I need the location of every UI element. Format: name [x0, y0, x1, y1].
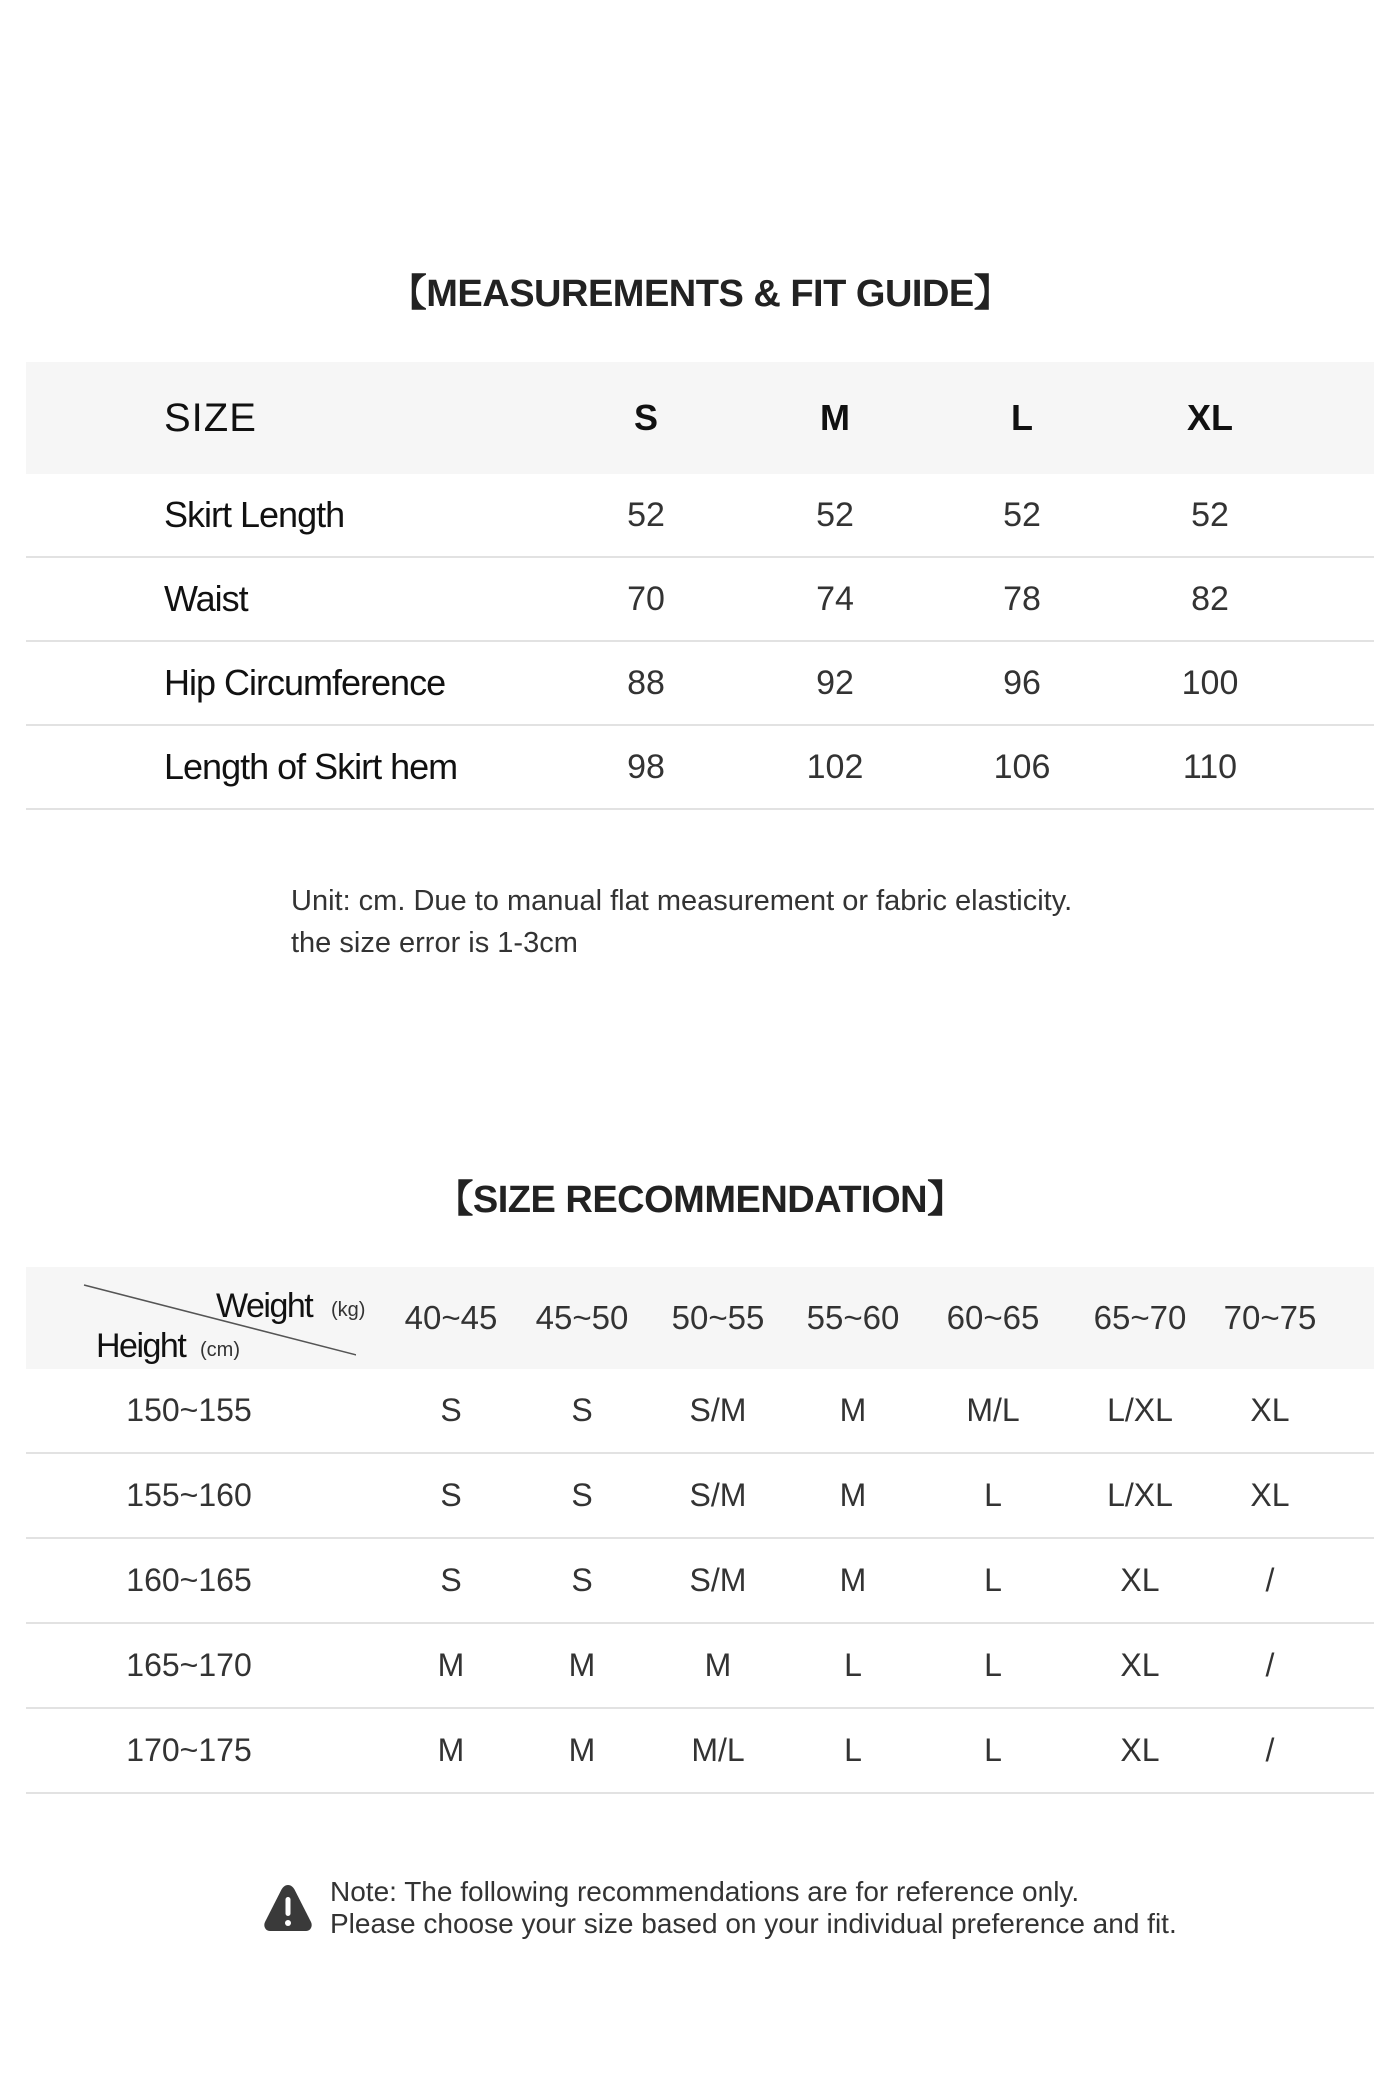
- weight-col: 50~55: [671, 1299, 765, 1336]
- size-cell: XL: [1120, 1562, 1160, 1598]
- cell-value: 88: [627, 663, 665, 702]
- size-cell: L/XL: [1107, 1392, 1173, 1428]
- height-unit: (cm): [200, 1339, 240, 1361]
- weight-col: 60~65: [946, 1299, 1040, 1336]
- weight-col: 65~70: [1093, 1299, 1187, 1336]
- cell-value: 92: [816, 663, 854, 702]
- warning-icon: [262, 1882, 314, 1934]
- measurement-note-line2: the size error is 1-3cm: [291, 927, 578, 959]
- recommendation-header-row: [26, 1267, 1374, 1369]
- weight-col: 55~60: [806, 1299, 900, 1336]
- size-cell: XL: [1120, 1647, 1160, 1683]
- size-cell: L: [984, 1562, 1002, 1598]
- row-label: Waist: [164, 578, 248, 619]
- table-row: [26, 558, 1374, 642]
- table-row: [26, 726, 1374, 810]
- size-col-s: S: [633, 397, 658, 438]
- size-cell: M: [839, 1562, 867, 1598]
- weight-unit: (kg): [331, 1299, 366, 1321]
- cell-value: 98: [627, 747, 665, 786]
- recommendation-title: 【SIZE RECOMMENDATION】: [435, 1179, 965, 1221]
- size-col-l: L: [1011, 397, 1033, 438]
- measurements-title: 【MEASUREMENTS & FIT GUIDE】: [388, 273, 1012, 315]
- table-row: [26, 1539, 1374, 1624]
- size-cell: XL: [1250, 1477, 1290, 1513]
- measurements-header-row: [26, 362, 1374, 474]
- cell-value: 52: [816, 495, 854, 534]
- weight-col: 40~45: [404, 1299, 498, 1336]
- cell-value: 70: [627, 579, 665, 618]
- cell-value: 78: [1003, 579, 1041, 618]
- size-cell: S: [571, 1477, 593, 1513]
- measurement-note: [291, 880, 1072, 964]
- cell-value: 74: [816, 579, 854, 618]
- size-cell: M/L: [691, 1732, 745, 1768]
- size-cell: L: [984, 1732, 1002, 1768]
- size-cell: S/M: [689, 1562, 747, 1598]
- recommendation-note: [262, 1876, 1177, 1940]
- size-cell: S/M: [689, 1392, 747, 1428]
- row-label: Length of Skirt hem: [164, 746, 458, 787]
- size-cell: M: [437, 1732, 465, 1768]
- measurements-table: [26, 362, 1374, 810]
- table-row: [26, 642, 1374, 726]
- size-cell: S: [440, 1392, 462, 1428]
- size-cell: L: [844, 1732, 862, 1768]
- size-cell: /: [1265, 1732, 1275, 1768]
- measurement-note-line1: Unit: cm. Due to manual flat measurement or fabric elasticity.: [291, 885, 1073, 917]
- size-cell: S: [440, 1477, 462, 1513]
- size-cell: M: [568, 1732, 596, 1768]
- row-label: Hip Circumference: [164, 662, 446, 703]
- size-cell: S: [440, 1562, 462, 1598]
- size-cell: M: [568, 1647, 596, 1683]
- size-cell: M: [839, 1477, 867, 1513]
- size-cell: L: [984, 1647, 1002, 1683]
- table-row: [26, 1709, 1374, 1794]
- weight-col: 45~50: [535, 1299, 629, 1336]
- recommendation-note-line2: Please choose your size based on your individual preference and fit.: [330, 1908, 1177, 1939]
- cell-value: 106: [993, 747, 1051, 786]
- table-row: [26, 1369, 1374, 1454]
- weight-label: Weight: [216, 1287, 313, 1325]
- size-cell: L: [984, 1477, 1002, 1513]
- height-range: 170~175: [126, 1732, 252, 1768]
- weight-col: 70~75: [1223, 1299, 1317, 1336]
- table-row: [26, 1624, 1374, 1709]
- height-range: 150~155: [126, 1392, 252, 1428]
- cell-value: 100: [1181, 663, 1239, 702]
- size-col-xl: XL: [1186, 397, 1233, 438]
- height-range: 165~170: [126, 1647, 252, 1683]
- corner-header: [56, 1277, 366, 1365]
- size-cell: M: [704, 1647, 732, 1683]
- height-range: 160~165: [126, 1562, 252, 1598]
- size-cell: L: [844, 1647, 862, 1683]
- size-cell: S: [571, 1562, 593, 1598]
- size-cell: /: [1265, 1647, 1275, 1683]
- size-cell: M: [437, 1647, 465, 1683]
- size-header: SIZE: [164, 395, 257, 440]
- cell-value: 52: [1191, 495, 1229, 534]
- cell-value: 102: [806, 747, 864, 786]
- size-cell: S/M: [689, 1477, 747, 1513]
- table-row: [26, 1454, 1374, 1539]
- row-label: Skirt Length: [164, 494, 345, 535]
- cell-value: 96: [1003, 663, 1041, 702]
- size-cell: /: [1265, 1562, 1275, 1598]
- recommendation-table: [26, 1267, 1374, 1794]
- table-row: [26, 474, 1374, 558]
- size-cell: XL: [1250, 1392, 1290, 1428]
- cell-value: 52: [627, 495, 665, 534]
- height-range: 155~160: [126, 1477, 252, 1513]
- size-col-m: M: [820, 397, 850, 438]
- recommendation-note-line1: Note: The following recommendations are for reference only.: [330, 1876, 1080, 1907]
- size-cell: M: [839, 1392, 867, 1428]
- cell-value: 82: [1191, 579, 1229, 618]
- size-cell: L/XL: [1107, 1477, 1173, 1513]
- height-label: Height: [96, 1327, 186, 1365]
- size-cell: S: [571, 1392, 593, 1428]
- size-cell: XL: [1120, 1732, 1160, 1768]
- size-cell: M/L: [966, 1392, 1020, 1428]
- cell-value: 110: [1182, 747, 1238, 786]
- cell-value: 52: [1003, 495, 1041, 534]
